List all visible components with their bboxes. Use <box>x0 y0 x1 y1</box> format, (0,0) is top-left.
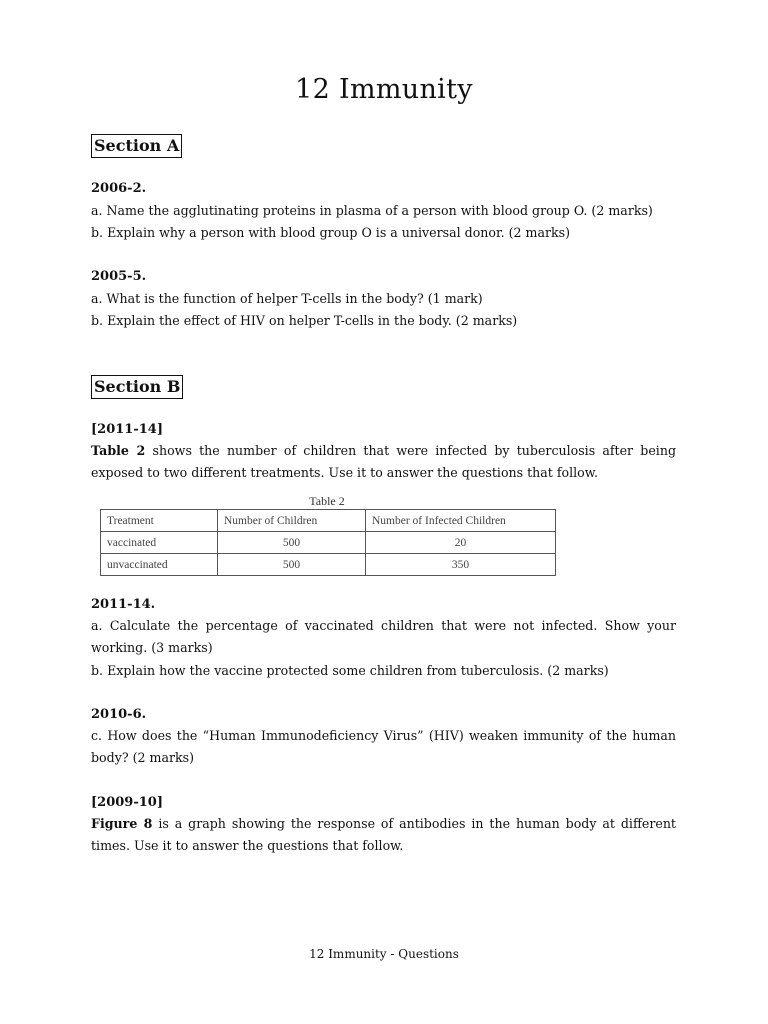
reference-id-2011-14: [2011-14] <box>91 422 163 437</box>
table-2-intro-text: shows the number of children that were infected by tuberculosis after being exposed to two different treatments. Use it to answer the questions that follow. <box>91 443 677 480</box>
section-b-heading: Section B <box>91 375 183 399</box>
table-header-cell: Number of Children <box>218 510 366 532</box>
table-cell: 350 <box>366 554 556 576</box>
table-cell: 500 <box>218 554 366 576</box>
question-2011-14-part-a: a. Calculate the percentage of vaccinated children that were not infected. Show your working. (3 marks) <box>91 618 676 655</box>
question-2005-5-part-b: b. Explain the effect of HIV on helper T-cells in the body. (2 marks) <box>91 313 518 328</box>
question-id-2005-5: 2005-5. <box>91 269 147 284</box>
table-row <box>101 532 556 554</box>
figure-8-intro <box>91 813 676 857</box>
question-2006-2-part-a: a. Name the agglutinating proteins in plasma of a person with blood group O. (2 marks) <box>91 203 653 218</box>
table-2-ref: Table 2 <box>91 443 146 458</box>
question-2011-14-part-b: b. Explain how the vaccine protected some children from tuberculosis. (2 marks) <box>91 663 609 678</box>
table-header-row <box>101 510 556 532</box>
table-cell: vaccinated <box>101 532 218 554</box>
table-caption: Table 2 <box>309 494 345 508</box>
figure-8-intro-text: is a graph showing the response of antibodies in the human body at different times. Use it to answer the questions that follow. <box>91 816 676 853</box>
table-header-cell: Treatment <box>101 510 218 532</box>
table-2-intro <box>91 440 676 484</box>
table-cell: 20 <box>366 532 556 554</box>
section-a-heading: Section A <box>91 134 182 158</box>
question-2005-5-part-a: a. What is the function of helper T-cells in the body? (1 mark) <box>91 291 483 306</box>
treatment-table <box>100 509 556 576</box>
page-footer: 12 Immunity - Questions <box>309 947 459 961</box>
page-title: 12 Immunity <box>295 74 473 105</box>
reference-id-2009-10: [2009-10] <box>91 795 163 810</box>
figure-8-ref: Figure 8 <box>91 816 153 831</box>
table-cell: 500 <box>218 532 366 554</box>
question-id-2011-14: 2011-14. <box>91 597 156 612</box>
question-2006-2-part-b: b. Explain why a person with blood group O is a universal donor. (2 marks) <box>91 225 571 240</box>
question-2010-6-part-c: c. How does the “Human Immunodeficiency Virus” (HIV) weaken immunity of the human body? (2 marks) <box>91 728 676 765</box>
table-header-cell: Number of Infected Children <box>366 510 556 532</box>
table-cell: unvaccinated <box>101 554 218 576</box>
table-row <box>101 554 556 576</box>
question-id-2010-6: 2010-6. <box>91 707 147 722</box>
question-id-2006-2: 2006-2. <box>91 181 147 196</box>
